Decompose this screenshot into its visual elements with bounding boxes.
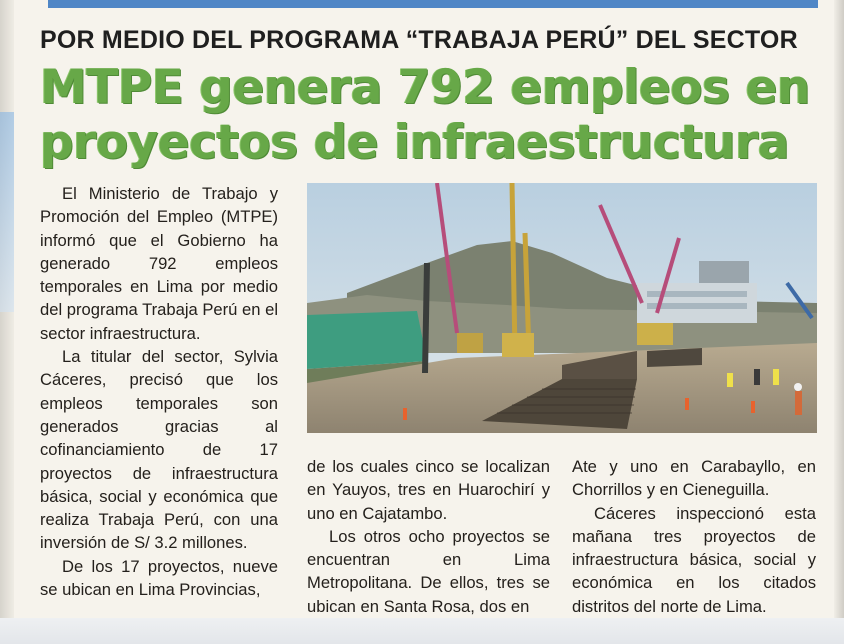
kicker-headline: POR MEDIO DEL PROGRAMA “TRABAJA PERÚ” DEL SECTOR xyxy=(40,26,798,54)
article-column-1 xyxy=(40,182,278,601)
article-column-2 xyxy=(307,455,550,618)
page-right-edge xyxy=(834,0,844,644)
bottom-margin xyxy=(0,618,844,644)
paragraph-provinces: de los cuales cinco se localizan en Yauyos, tres en Huarochirí y uno en Cajatambo. xyxy=(307,457,550,523)
paragraph-inspection: Cáceres inspeccionó esta mañana tres proyectos de infraestructura básica, social y económica en los citados distritos del norte de Lima. xyxy=(572,503,816,616)
paragraph-intro: El Ministerio de Trabajo y Promoción del Empleo (MTPE) informó que el Gobierno ha generado 792 empleos temporales en Lima por medio del programa Trabaja Perú en el sector infraestructura. xyxy=(40,184,278,343)
blue-side-ribbon xyxy=(0,112,14,312)
paragraph-minister: La titular del sector, Sylvia Cáceres, precisó que los empleos temporales son generados gracias al cofinanciamiento de 17 proyectos de infraestructura básica, social y económica que realiza Trabaja Perú, con una inversión de S/ 3.2 millones. xyxy=(40,347,278,553)
headline-line-1: MTPE genera 792 empleos en xyxy=(40,60,810,115)
paragraph-projects: De los 17 proyectos, nueve se ubican en Lima Provincias, xyxy=(40,556,278,600)
paragraph-districts: Ate y uno en Carabayllo, en Chorrillos y en Cieneguilla. xyxy=(572,457,816,500)
top-blue-band xyxy=(48,0,818,8)
headline-line-2: proyectos de infraestructura xyxy=(40,115,790,170)
construction-photo-illustration xyxy=(307,183,817,433)
construction-site-photo xyxy=(307,183,817,433)
article-column-3 xyxy=(572,455,816,618)
article-headline xyxy=(40,60,820,170)
page-left-edge xyxy=(0,0,14,644)
paragraph-metropolitan: Los otros ocho proyectos se encuentran en Lima Metropolitana. De ellos, tres se ubican en Santa Rosa, dos en xyxy=(307,526,550,616)
